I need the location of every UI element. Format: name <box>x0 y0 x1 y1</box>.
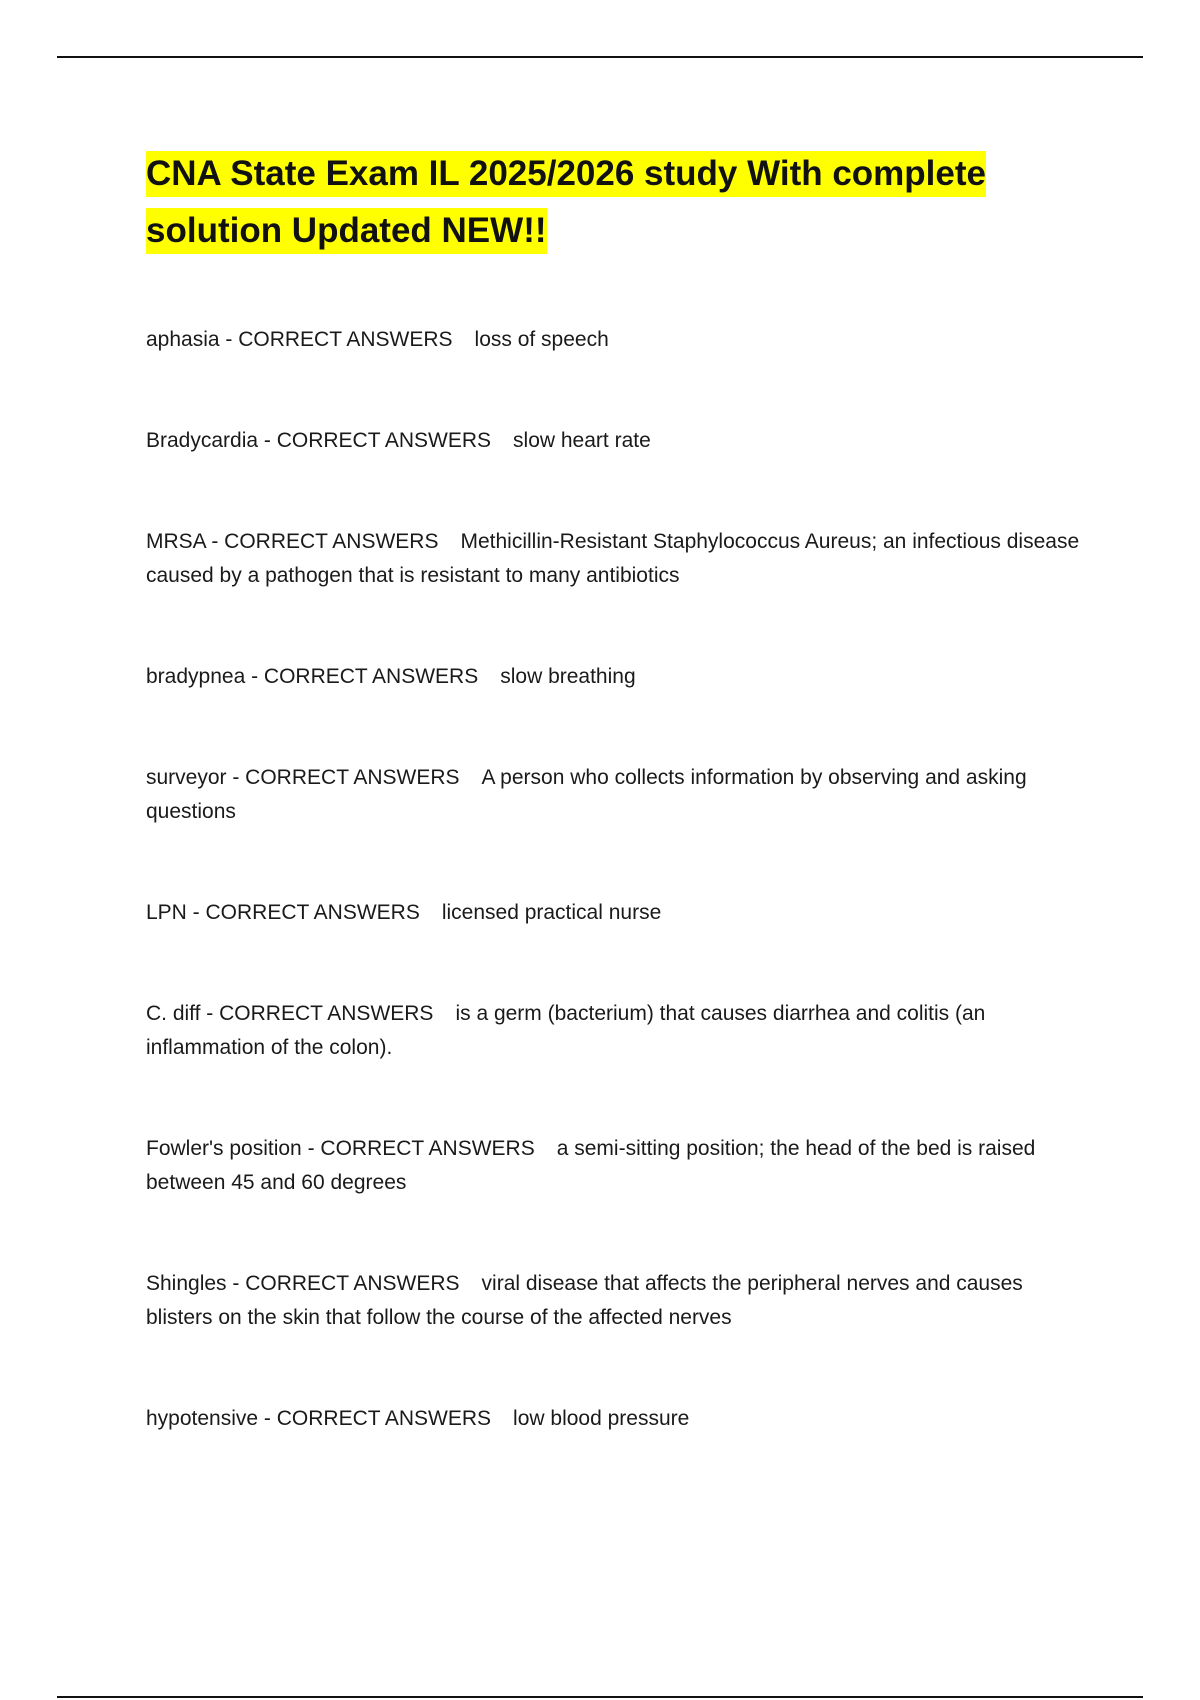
entry-term: surveyor - CORRECT ANSWERS <box>146 766 460 789</box>
entry-definition: A person who collects information by observing and asking questions <box>146 766 1027 823</box>
entry-term: Bradycardia - CORRECT ANSWERS <box>146 429 492 452</box>
title-highlight: CNA State Exam IL 2025/2026 study With complete solution Updated NEW!! <box>146 151 986 254</box>
entry-definition: viral disease that affects the peripheral nerves and causes blisters on the skin that follow the course of the affected nerves <box>146 1272 1023 1329</box>
flashcard-entry <box>146 1132 1086 1200</box>
flashcard-entry <box>146 1267 1086 1335</box>
document-title <box>146 145 1086 259</box>
flashcard-entry <box>146 525 1086 593</box>
entry-term: MRSA - CORRECT ANSWERS <box>146 530 439 553</box>
entry-term: LPN - CORRECT ANSWERS <box>146 901 420 924</box>
entry-term: C. diff - CORRECT ANSWERS <box>146 1002 434 1025</box>
entry-definition: loss of speech <box>474 328 609 351</box>
entry-definition: low blood pressure <box>513 1407 690 1430</box>
flashcard-list <box>146 323 1086 1503</box>
flashcard-entry <box>146 997 1086 1065</box>
entry-definition: Methicillin-Resistant Staphylococcus Aureus; an infectious disease caused by a pathogen that is resistant to many antibiotics <box>146 530 1080 587</box>
entry-term: aphasia - CORRECT ANSWERS <box>146 328 453 351</box>
entry-term: Shingles - CORRECT ANSWERS <box>146 1272 460 1295</box>
entry-term: bradypnea - CORRECT ANSWERS <box>146 665 479 688</box>
entry-definition: licensed practical nurse <box>441 901 662 924</box>
entry-definition: a semi-sitting position; the head of the bed is raised between 45 and 60 degrees <box>146 1137 1036 1194</box>
flashcard-entry <box>146 323 1086 357</box>
flashcard-entry <box>146 424 1086 458</box>
entry-term: hypotensive - CORRECT ANSWERS <box>146 1407 492 1430</box>
flashcard-entry <box>146 896 1086 930</box>
entry-definition: is a germ (bacterium) that causes diarrhea and colitis (an inflammation of the colon). <box>146 1002 986 1059</box>
bottom-rule <box>57 1696 1143 1698</box>
entry-term: Fowler's position - CORRECT ANSWERS <box>146 1137 535 1160</box>
entry-definition: slow breathing <box>500 665 636 688</box>
entry-definition: slow heart rate <box>513 429 651 452</box>
flashcard-entry <box>146 1402 1086 1436</box>
top-rule <box>57 56 1143 58</box>
flashcard-entry <box>146 660 1086 694</box>
flashcard-entry <box>146 761 1086 829</box>
